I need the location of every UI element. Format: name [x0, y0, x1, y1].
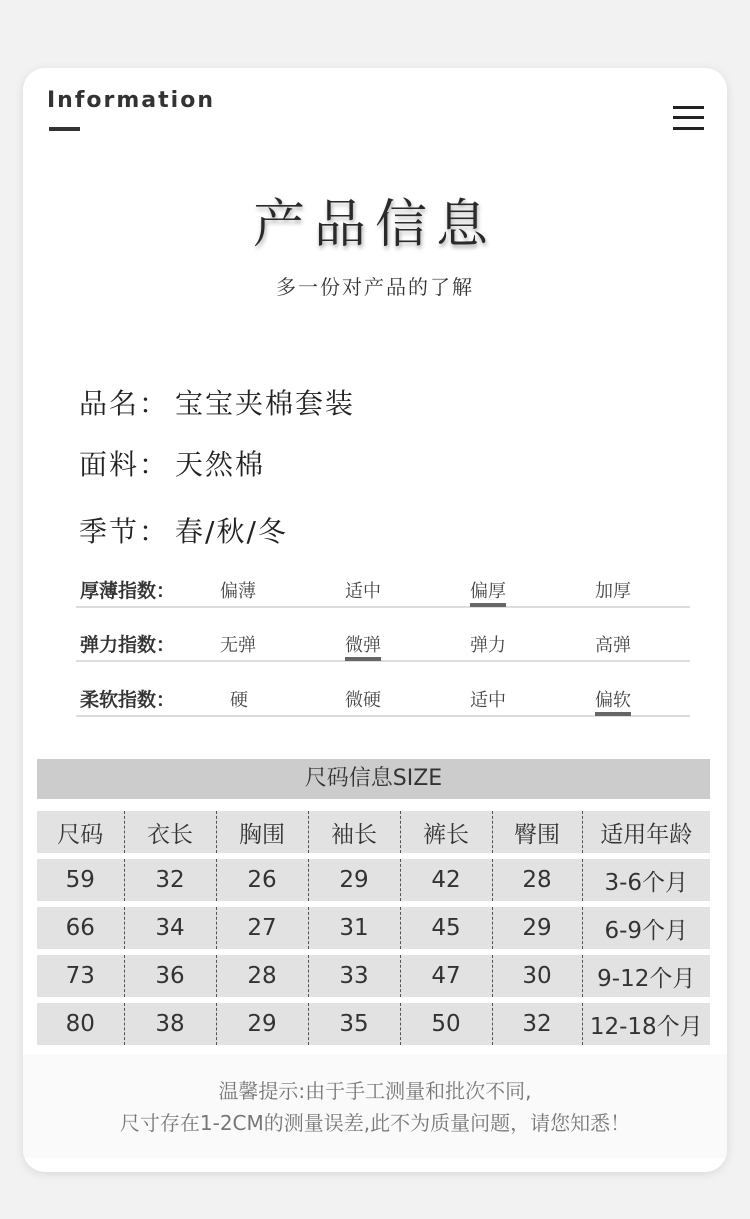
fabric-value: 天然棉 [175, 448, 266, 481]
rating-option-selected: 偏软 [595, 686, 631, 716]
size-table-header-cell: 尺码 [37, 808, 124, 856]
size-table-cell: 59 [37, 856, 124, 904]
size-table-cell: 31 [308, 904, 400, 952]
page-title: 产品信息 [252, 195, 497, 255]
rating-option: 加厚 [595, 581, 631, 602]
size-table-cell: 73 [37, 952, 124, 1000]
size-table-cell: 29 [216, 1000, 308, 1045]
rating-row [76, 576, 690, 608]
size-table-cell: 32 [124, 856, 216, 904]
size-table-row [37, 952, 710, 1000]
product-name-row [79, 382, 355, 422]
size-table-cell: 33 [308, 952, 400, 1000]
season-value: 春/秋/冬 [175, 515, 288, 548]
size-table-header-cell: 臀围 [492, 808, 582, 856]
size-table-cell: 32 [492, 1000, 582, 1045]
size-table-cell: 45 [400, 904, 492, 952]
size-table-row [37, 1000, 710, 1045]
section-label: Information [47, 88, 215, 113]
size-table-header-cell: 袖长 [308, 808, 400, 856]
size-table-cell: 29 [308, 856, 400, 904]
size-table-cell: 29 [492, 904, 582, 952]
size-table-header-row [37, 808, 710, 856]
fabric-key: 面料： [79, 448, 170, 481]
rating-row [76, 685, 690, 717]
size-table-cell: 26 [216, 856, 308, 904]
size-table-header-cell: 裤长 [400, 808, 492, 856]
size-table-cell: 28 [492, 856, 582, 904]
rating-option: 无弹 [220, 635, 256, 656]
product-info-card [23, 68, 727, 1172]
size-table-cell: 36 [124, 952, 216, 1000]
rating-row [76, 630, 690, 662]
size-table-cell: 27 [216, 904, 308, 952]
size-table-cell: 50 [400, 1000, 492, 1045]
product-name-value: 宝宝夹棉套装 [175, 387, 356, 420]
rating-option: 弹力 [470, 635, 506, 656]
rating-option: 偏薄 [220, 581, 256, 602]
rating-label: 柔软指数： [80, 689, 176, 711]
season-row [79, 510, 288, 550]
rating-option: 高弹 [595, 635, 631, 656]
size-table-cell: 30 [492, 952, 582, 1000]
size-table-cell: 28 [216, 952, 308, 1000]
size-table [37, 805, 710, 1045]
section-label-underline [49, 127, 80, 131]
page-subtitle: 多一份对产品的了解 [276, 275, 474, 299]
rating-option: 硬 [230, 690, 248, 711]
size-table-cell: 34 [124, 904, 216, 952]
size-table-cell: 38 [124, 1000, 216, 1045]
size-table-header-cell: 胸围 [216, 808, 308, 856]
rating-option: 适中 [345, 581, 381, 602]
size-table-header-cell: 适用年龄 [582, 808, 710, 856]
rating-label: 弹力指数： [80, 634, 176, 656]
size-table-cell: 9-12个月 [582, 952, 710, 1000]
rating-option-selected: 微弹 [345, 631, 381, 661]
size-table-header-cell: 衣长 [124, 808, 216, 856]
product-name-key: 品名： [79, 387, 170, 420]
note-band [23, 1054, 727, 1158]
fabric-row [79, 443, 265, 483]
size-table-cell: 6-9个月 [582, 904, 710, 952]
size-table-title: 尺码信息SIZE [37, 759, 710, 799]
size-table-cell: 66 [37, 904, 124, 952]
rating-option-selected: 偏厚 [470, 577, 506, 607]
size-table-cell: 3-6个月 [582, 856, 710, 904]
rating-option: 微硬 [345, 690, 381, 711]
rating-option: 适中 [470, 690, 506, 711]
note-line-1: 温馨提示:由于手工测量和批次不同, [218, 1079, 532, 1103]
size-table-cell: 80 [37, 1000, 124, 1045]
size-table-cell: 47 [400, 952, 492, 1000]
size-table-cell: 35 [308, 1000, 400, 1045]
size-table-row [37, 904, 710, 952]
note-line-2: 尺寸存在1-2CM的测量误差,此不为质量问题，请您知悉！ [119, 1111, 631, 1135]
menu-icon[interactable] [673, 106, 704, 130]
size-table-cell: 12-18个月 [582, 1000, 710, 1045]
season-key: 季节： [79, 515, 170, 548]
size-table-cell: 42 [400, 856, 492, 904]
rating-label: 厚薄指数： [80, 580, 176, 602]
size-table-row [37, 856, 710, 904]
